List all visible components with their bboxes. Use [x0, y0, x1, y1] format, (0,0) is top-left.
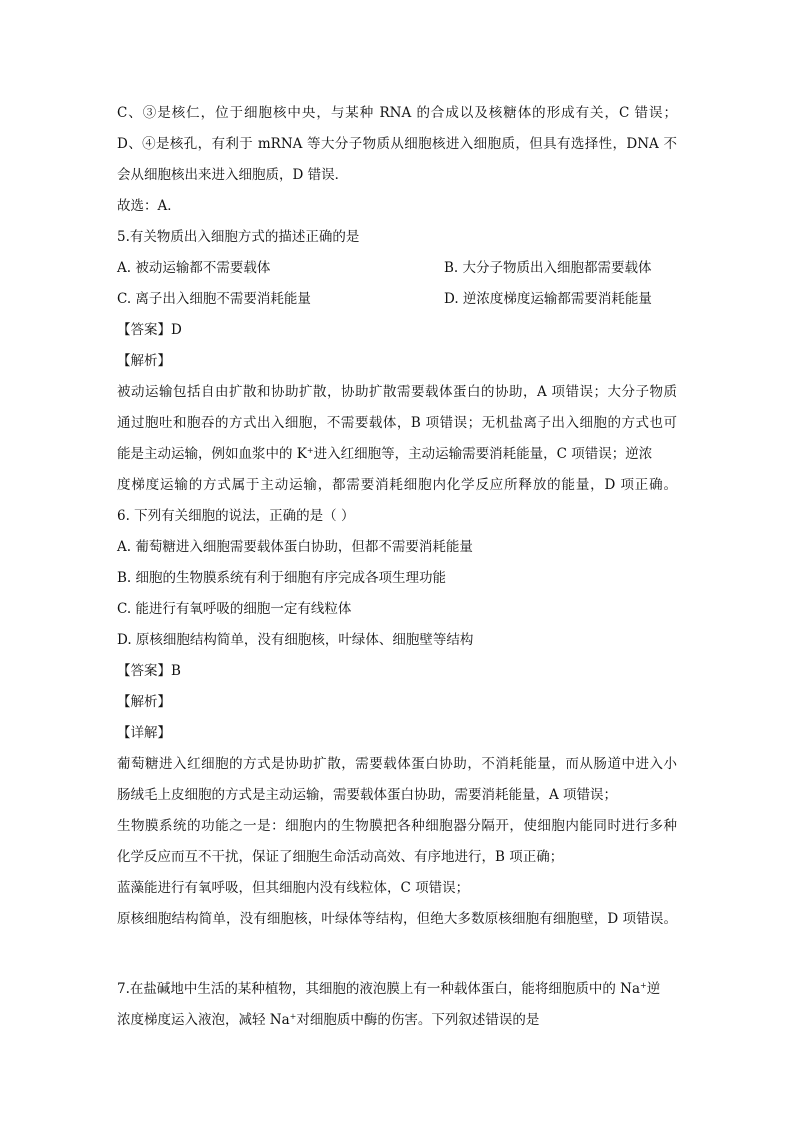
superscript-plus: + [289, 1012, 297, 1021]
q6-option-b: B. 细胞的生物膜系统有利于细胞有序完成各项生理功能 [117, 570, 447, 586]
q7-stem-line2-b: 对细胞质中酶的伤害。下列叙述错误的是 [296, 1012, 540, 1028]
q6-detail-line3: 生物膜系统的功能之一是：细胞内的生物膜把各种细胞器分隔开，使细胞内能同时进行多种 [117, 818, 677, 834]
q5-analysis-line1: 被动运输包括自由扩散和协助扩散，协助扩散需要载体蛋白的协助，A 项错误；大分子物质 [117, 384, 677, 400]
q5-option-d: D. 逆浓度梯度运输都需要消耗能量 [444, 291, 652, 307]
q6-option-c: C. 能进行有氧呼吸的细胞一定有线粒体 [117, 601, 352, 617]
q5-analysis-heading: 【解析】 [117, 353, 171, 369]
q5-analysis-line4: 度梯度运输的方式属于主动运输，都需要消耗细胞内化学反应所释放的能量，D 项正确。 [117, 477, 677, 493]
q4-choice: 故选：A． [117, 198, 181, 214]
q6-option-d: D. 原核细胞结构简单，没有细胞核，叶绿体、细胞壁等结构 [117, 632, 474, 648]
q5-option-c: C. 离子出入细胞不需要消耗能量 [117, 291, 311, 307]
q6-detail-line1: 葡萄糖进入红细胞的方式是协助扩散，需要载体蛋白协助，不消耗能量，而从肠道中进入小 [117, 756, 677, 772]
q5-analysis-line2: 通过胞吐和胞吞的方式出入细胞，不需要载体，B 项错误；无机盐离子出入细胞的方式也可 [117, 415, 677, 431]
q4-option-d-explanation-line2: 会从细胞核出来进入细胞质，D 错误． [117, 167, 349, 183]
q6-detail-heading: 【详解】 [117, 725, 171, 741]
q4-option-c-explanation: C、③是核仁，位于细胞核中央，与某种 RNA 的合成以及核糖体的形成有关，C 错误； [117, 105, 677, 121]
q6-answer: 【答案】B [117, 663, 181, 679]
q6-analysis-heading: 【解析】 [117, 694, 171, 710]
q7-stem-line1-b: 逆 [646, 981, 661, 997]
q5-stem: 5.有关物质出入细胞方式的描述正确的是 [117, 229, 360, 245]
q5-option-b: B. 大分子物质出入细胞都需要载体 [444, 260, 652, 276]
q6-detail-line4: 化学反应而互不干扰，保证了细胞生命活动高效、有序地进行，B 项正确； [117, 849, 564, 865]
q6-detail-line2: 肠绒毛上皮细胞的方式是主动运输，需要载体蛋白协助，需要消耗能量，A 项错误； [117, 787, 618, 803]
q7-stem-line2 [117, 1010, 539, 1030]
q7-stem-line2-a: 浓度梯度运入液泡，减轻 Na [117, 1012, 290, 1028]
q5-option-a: A. 被动运输都不需要载体 [117, 260, 271, 276]
q6-stem: 6. 下列有关细胞的说法，正确的是（ ） [117, 508, 355, 524]
superscript-plus: + [306, 446, 314, 455]
superscript-plus: + [640, 981, 647, 990]
q6-detail-line6: 原核细胞结构简单，没有细胞核，叶绿体等结构，但绝大多数原核细胞有细胞壁，D 项错误。 [117, 911, 677, 927]
q5-analysis-line3-b: 进入红细胞等，主动运输需要消耗能量，C 项错误；逆浓 [313, 446, 653, 462]
q6-option-a: A. 葡萄糖进入细胞需要载体蛋白协助，但都不需要消耗能量 [117, 539, 473, 555]
q5-answer: 【答案】D [117, 322, 182, 338]
q5-analysis-line3 [117, 444, 652, 464]
q7-stem-line1-a: 7.在盐碱地中生活的某种植物，其细胞的液泡膜上有一种载体蛋白，能将细胞质中的 Na [117, 981, 641, 997]
q4-option-d-explanation-line1: D、④是核孔，有利于 mRNA 等大分子物质从细胞核进入细胞质，但具有选择性，DNA 不 [117, 136, 677, 152]
q5-analysis-line3-a: 能是主动运输，例如血浆中的 K [117, 446, 307, 462]
q7-stem-line1 [117, 979, 660, 999]
q6-detail-line5: 蓝藻能进行有氧呼吸，但其细胞内没有线粒体，C 项错误； [117, 880, 470, 896]
